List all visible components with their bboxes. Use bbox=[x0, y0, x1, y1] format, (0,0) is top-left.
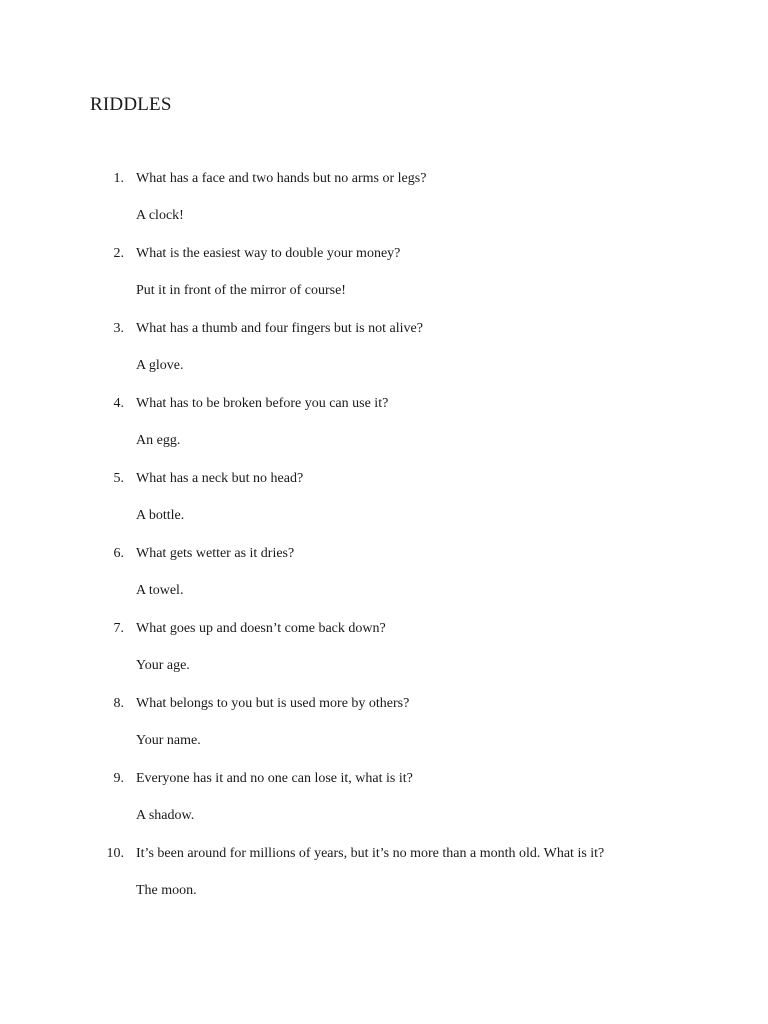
riddle-number: 7. bbox=[113, 621, 124, 636]
riddle-item bbox=[0, 245, 768, 320]
riddle-number: 3. bbox=[113, 321, 124, 336]
riddle-question: What has a thumb and four fingers but is not alive? bbox=[136, 321, 423, 336]
riddle-question: What goes up and doesn’t come back down? bbox=[136, 621, 386, 636]
riddle-answer: Your name. bbox=[136, 733, 201, 748]
riddle-answer: An egg. bbox=[136, 433, 181, 448]
riddle-question: What has to be broken before you can use it? bbox=[136, 396, 389, 411]
riddle-number: 5. bbox=[113, 471, 124, 486]
riddle-question: What belongs to you but is used more by others? bbox=[136, 696, 410, 711]
riddle-number: 4. bbox=[113, 396, 124, 411]
riddle-answer: A clock! bbox=[136, 208, 184, 223]
riddle-item bbox=[0, 695, 768, 770]
riddle-number: 10. bbox=[106, 846, 124, 861]
riddle-number: 6. bbox=[113, 546, 124, 561]
riddle-item bbox=[0, 545, 768, 620]
riddle-item bbox=[0, 395, 768, 470]
riddle-item bbox=[0, 170, 768, 245]
riddle-item bbox=[0, 845, 768, 920]
riddle-question: What is the easiest way to double your money? bbox=[136, 246, 401, 261]
riddle-answer: Your age. bbox=[136, 658, 190, 673]
riddle-question: What gets wetter as it dries? bbox=[136, 546, 295, 561]
riddle-number: 9. bbox=[113, 771, 124, 786]
riddle-item bbox=[0, 770, 768, 845]
riddle-list bbox=[0, 170, 768, 920]
riddle-number: 1. bbox=[113, 171, 124, 186]
riddle-answer: Put it in front of the mirror of course! bbox=[136, 283, 346, 298]
riddle-question: What has a face and two hands but no arms or legs? bbox=[136, 171, 427, 186]
riddle-number: 2. bbox=[113, 246, 124, 261]
riddle-question: What has a neck but no head? bbox=[136, 471, 304, 486]
riddle-answer: A shadow. bbox=[136, 808, 195, 823]
riddle-question: It’s been around for millions of years, but it’s no more than a month old. What is it? bbox=[136, 846, 605, 861]
riddle-item bbox=[0, 320, 768, 395]
riddle-answer: A towel. bbox=[136, 583, 184, 598]
riddle-number: 8. bbox=[113, 696, 124, 711]
riddle-question: Everyone has it and no one can lose it, what is it? bbox=[136, 771, 413, 786]
riddle-item bbox=[0, 470, 768, 545]
riddle-answer: A bottle. bbox=[136, 508, 185, 523]
riddle-answer: A glove. bbox=[136, 358, 184, 373]
document-title: RIDDLES bbox=[90, 94, 172, 115]
riddle-item bbox=[0, 620, 768, 695]
riddle-answer: The moon. bbox=[136, 883, 197, 898]
